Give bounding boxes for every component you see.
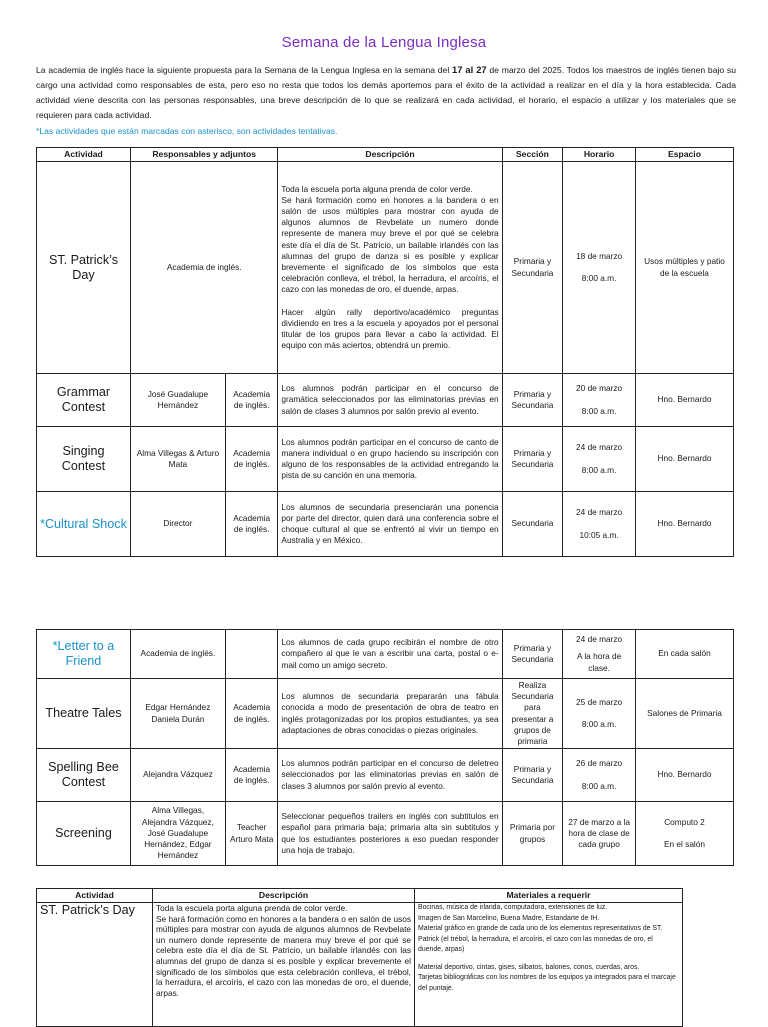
description-text: Toda la escuela porta alguna prenda de color verde. Se hará formación como en honores a la bandera o en salón de usos múltiples para mostrar con ayuda de algunos alumnos de Revbelate un numero donde represente de manera muy breve el por qué se celebra este día el día de St. Patricio, un bailable irlandés con las alumnas del grupo de danza si es posible y explicar brevemente el significado de los símbolos que esta celebración conlleva, el trébol, la herradura, el arcoíris, el cazo con las monedas de oro, el duende, arpas. (281, 183, 499, 295)
description-cell: Toda la escuela porta alguna prenda de color verde. Se hará formación como en honores a la bandera o en salón de usos múltiples para mostrar con ayuda de algunos alumnos de Revbelate un numero donde represente de manera muy breve el por qué se celebra este día el día de St. Patricio, un bailable irlandés con las alumnas del grupo de danza si es posible y explicar brevemente el significado de los símbolos que esta celebración conlleva, el trébol, la herradura, el arcoíris, el cazo con las monedas de oro, el duende, arpas. (153, 903, 415, 1027)
schedule-time: 10:05 a.m. (579, 529, 619, 540)
space-cell: En cada salón (635, 630, 733, 679)
space-cell: Salones de Primaria (635, 679, 733, 749)
intro-dates: 17 al 27 (452, 64, 487, 75)
table-row (37, 427, 734, 492)
section-cell: Primaria y Secundaria (502, 749, 563, 802)
header-activity: Actividad (37, 889, 153, 903)
schedule-date: 24 de marzo (576, 634, 623, 645)
adjunct-cell: Academia de inglés. (225, 749, 278, 802)
table-row (37, 374, 734, 427)
schedule-cell (563, 749, 636, 802)
responsible-cell: Edgar Hernández Daniela Durán (130, 679, 225, 749)
space-secondary: En el salón (663, 839, 706, 849)
space-cell: Usos múltiples y patio de la escuela (635, 162, 733, 374)
header-section: Sección (502, 148, 563, 162)
responsible-cell: Academia de inglés. (130, 162, 277, 374)
material-item: Material gráfico en grande de cada uno de los elementos representativos de ST. Patrick (el trébol, la herradura, el arcoíris, el cazo con las monedas de oro, el duende, arpas) (418, 925, 663, 953)
header-description: Descripción (278, 148, 502, 162)
schedule-cell (563, 492, 636, 557)
responsible-cell: Alma Villegas, Alejandra Vázquez, José Guadalupe Hernández, Edgar Hernández (130, 802, 225, 866)
adjunct-cell: Academia de inglés. (225, 492, 278, 557)
header-schedule: Horario (563, 148, 636, 162)
page-title: Semana de la Lengua Inglesa (281, 34, 487, 51)
table-row (37, 749, 734, 802)
table-row (37, 630, 734, 679)
table-row (37, 903, 683, 1027)
description-cell (278, 162, 502, 374)
schedule-date: 24 de marzo (576, 507, 623, 518)
description-cell: Los alumnos podrán participar en el concurso de gramática seleccionados por las eliminatorias previas en salón de clases 3 alumnos por salón previo al evento. (278, 374, 502, 427)
material-item: Imagen de San Marcelino, Buena Madre, Estandarte de IH. (418, 914, 600, 922)
section-cell: Secundaria (502, 492, 563, 557)
schedule-time: 8:00 a.m. (581, 719, 617, 729)
header-description: Descripción (153, 889, 415, 903)
section-cell: Primaria y Secundaria (502, 162, 563, 374)
schedule-date: 25 de marzo (576, 696, 623, 707)
activity-name: Singing Contest (37, 427, 131, 492)
space-primary: Computo 2 (664, 816, 705, 827)
header-responsible: Responsables y adjuntos (130, 148, 277, 162)
description-cell: Seleccionar pequeños trailers en inglés con subtitulos en español para primaria baja; primaria alta sin subtitulos y que los estudiantes posteriores a eso puedan responder una hoja de trabajo. (278, 802, 502, 866)
schedule-date: 26 de marzo (576, 758, 623, 769)
activity-name: ST. Patrick’s Day (37, 903, 153, 1027)
schedule-cell (563, 374, 636, 427)
activity-name: Screening (37, 802, 131, 866)
table-row (37, 162, 734, 374)
header-activity: Actividad (37, 148, 131, 162)
schedule-time: 8:00 a.m. (581, 405, 617, 416)
table-row (37, 492, 734, 557)
tentative-note: *Las actividades que están marcadas con asterisco, son actividades tentativas. (36, 126, 338, 136)
space-cell (635, 802, 733, 866)
activity-name: *Letter to a Friend (37, 630, 131, 679)
activity-name: *Cultural Shock (37, 492, 131, 557)
section-cell: Primaria por grupos (502, 802, 563, 866)
space-cell: Hno. Bernardo (635, 492, 733, 557)
material-item: Material deportivo, cintas, gises, silbatos, balones, conos, cuerdas, aros. (418, 963, 640, 971)
table-row (37, 679, 734, 749)
schedule-cell (563, 630, 636, 679)
description-cell: Los alumnos de cada grupo recibirán el nombre de otro compañero al que le van a escribir una carta, postal o e-mail como un amigo secreto. (278, 630, 502, 679)
space-cell: Hno. Bernardo (635, 427, 733, 492)
activity-name: Theatre Tales (37, 679, 131, 749)
description-text-2: Hacer algún rally deportivo/académico preguntas dividiendo en tres a la escuela y apoyados por el personal titular de los grupos para llevar a cabo la actividad. El equipo con más aciertos, obtendrá un premio. (281, 306, 499, 351)
activities-table-continued (36, 629, 734, 866)
schedule-time: A la hora de clase. (576, 651, 622, 673)
schedule-cell: 27 de marzo a la hora de clase de cada grupo (563, 802, 636, 866)
section-cell: Realiza Secundaria para presentar a grupos de primaria (502, 679, 563, 749)
schedule-cell (563, 162, 636, 374)
activity-name: ST. Patrick’s Day (37, 162, 131, 374)
adjunct-cell: Academia de inglés. (225, 679, 278, 749)
materials-table (36, 888, 683, 1027)
section-cell: Primaria y Secundaria (502, 630, 563, 679)
intro-paragraph (36, 62, 736, 123)
responsible-cell: Academia de inglés. (130, 630, 225, 679)
header-materials: Materiales a requerir (415, 889, 683, 903)
adjunct-cell: Academia de inglés. (225, 427, 278, 492)
description-cell: Los alumnos de secundaria presenciarán una ponencia por parte del director, quien dará una conferencia sobre el choque cultural al que se enfrentó al vivir un tiempo en Australia y en México. (278, 492, 502, 557)
header-space: Espacio (635, 148, 733, 162)
materials-cell (415, 903, 683, 1027)
activity-name: Spelling Bee Contest (37, 749, 131, 802)
schedule-time: 8:00 a.m. (581, 273, 617, 283)
space-cell: Hno. Bernardo (635, 749, 733, 802)
section-cell: Primaria y Secundaria (502, 427, 563, 492)
responsible-cell: José Guadalupe Hernández (130, 374, 225, 427)
responsible-cell: Director (130, 492, 225, 557)
space-cell: Hno. Bernardo (635, 374, 733, 427)
schedule-date: 18 de marzo (576, 250, 623, 261)
adjunct-cell: Teacher Arturo Mata (225, 802, 278, 866)
table-header-row (37, 889, 683, 903)
schedule-time: 8:00 a.m. (581, 780, 617, 791)
schedule-cell (563, 679, 636, 749)
description-cell: Los alumnos de secundaria prepararán una fábula conocida a modo de presentación de obra de teatro en inglés protagonizadas por los propios estudiantes, ya sea adaptaciones de obras conocidas o piezas originales. (278, 679, 502, 749)
intro-text-start: La academia de inglés hace la siguiente propuesta para la Semana de la Lengua Inglesa en la semana del (36, 65, 453, 75)
schedule-date: 20 de marzo (576, 383, 623, 394)
adjunct-cell: Academia de inglés. (225, 374, 278, 427)
intro-text-end: de marzo del 2025. Todos los maestros de inglés tienen bajo su cargo una actividad como responsables de esta, pero eso no resta que todos los demás aportemos para el éxito de la actividad a realizar en el día y la hora establecida. Cada actividad viene descrita con las personas responsables, una breve descripción de lo que se realizará en cada actividad, el horario, el espacio a utilizar y los materiales que se requieren para cada actividad. (36, 65, 736, 120)
schedule-time: 8:00 a.m. (581, 464, 617, 475)
description-cell: Los alumnos podrán participar en el concurso de canto de manera individual o en grupo haciendo su inscripción con alguno de los responsables de la actividad entregando la pista de su canción en una memoria. (278, 427, 502, 492)
adjunct-cell (225, 630, 278, 679)
responsible-cell: Alejandra Vázquez (130, 749, 225, 802)
material-item: Tarjetas bibliográficas con los nombres de los equipos ya integrados para el marcaje del puntaje. (418, 974, 676, 992)
activities-table (36, 147, 734, 557)
schedule-date: 24 de marzo (576, 442, 623, 453)
activity-name: Grammar Contest (37, 374, 131, 427)
table-header-row (37, 148, 734, 162)
description-cell: Los alumnos podrán participar en el concurso de deletreo seleccionados por las eliminatorias previas en salón de clases 3 alumnos por salón previo al evento. (278, 749, 502, 802)
material-item: Bocinas, música de irlanda, computadora, extensiones de luz. (418, 904, 608, 911)
responsible-cell: Alma Villegas & Arturo Mata (130, 427, 225, 492)
table-row (37, 802, 734, 866)
schedule-cell (563, 427, 636, 492)
section-cell: Primaria y Secundaria (502, 374, 563, 427)
